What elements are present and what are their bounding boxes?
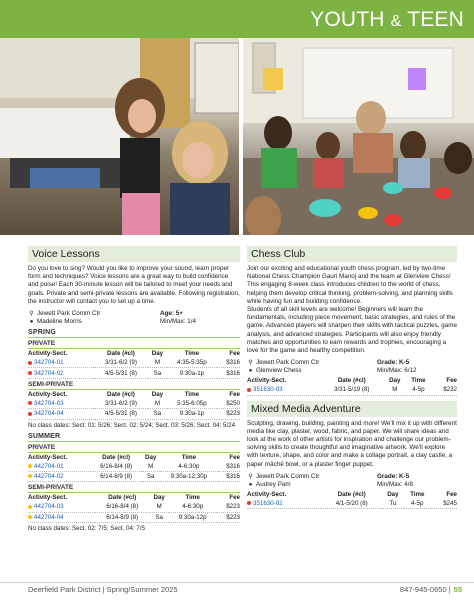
activity-link[interactable]: 442704-02 (34, 473, 64, 481)
date-cell: 6/16-8/4 (8) (106, 503, 139, 511)
date-cell: 3/31-6/2 (9) (104, 399, 137, 407)
day-cell: M (148, 462, 154, 470)
mixed-media-title: Mixed Media Adventure (247, 401, 457, 417)
status-dot-icon (28, 505, 32, 509)
col-date: Date (#cl) (337, 490, 366, 498)
voice-lessons-description: Do you love to sing? Would you like to improve your sound, learn proper form and techniques? Voice lessons are a great way to build confidence and poise! Each 30-minute lesson will be tailored to meet your needs and goals. Private and semi-private lessons are available. Following registration, the instructor will contact you to set up a time. (28, 265, 240, 305)
col-date: Date (#cl) (107, 390, 135, 398)
time-cell: 4-6:30p (178, 462, 200, 470)
activity-link[interactable]: 342704-04 (34, 410, 64, 418)
col-day: Day (387, 490, 399, 498)
col-fee: Fee (446, 490, 457, 498)
mixed-instructor: Audrey Pam (256, 480, 291, 488)
activity-link[interactable]: 342704-01 (34, 359, 64, 367)
person-icon: ● (29, 319, 34, 326)
chess-table (247, 376, 457, 395)
col-fee: Fee (229, 453, 240, 461)
person-icon: ● (248, 481, 253, 488)
fee-cell: $245 (443, 500, 457, 508)
col-fee: Fee (229, 494, 240, 502)
status-dot-icon (28, 401, 32, 405)
title-youth: YOUTH (310, 8, 385, 31)
table-row (28, 368, 240, 378)
col-day: Day (153, 494, 165, 502)
mixed-table (247, 490, 457, 509)
fee-cell: $250 (226, 399, 240, 407)
chess-minmax: Min/Max: 6/12 (377, 367, 417, 375)
date-cell: 6/14-8/9 (8) (106, 513, 139, 521)
col-day: Day (145, 453, 157, 461)
day-cell: M (392, 386, 398, 394)
table-row (28, 462, 240, 472)
activity-link[interactable]: 351630-03 (253, 386, 283, 394)
activity-link[interactable]: 342704-02 (34, 369, 64, 377)
spring-private-table (28, 349, 240, 379)
table-row (28, 358, 240, 368)
col-activity: Activity-Sect. (28, 390, 68, 398)
mixed-info (247, 473, 457, 489)
fee-cell: $316 (226, 462, 240, 470)
col-activity: Activity-Sect. (28, 494, 68, 502)
footer-divider (0, 582, 474, 583)
day-cell: Sa (153, 369, 162, 377)
chess-description-2: Students of all skill levels are welcome! Beginners will learn the fundamentals, including piece movement, basic strategies, and rules of the game. Advanced players will sharpen their skills with tactical puzzles, game analysis, and advanced strategies. Participants will also enjoy friendly matches and opportunities to earn rewards and trophies, encouraging a love for the game and healthy competition. (247, 306, 457, 355)
status-dot-icon (28, 464, 32, 468)
time-cell: 9:30a-12p (178, 513, 207, 521)
summer-private-table (28, 453, 240, 483)
activity-link[interactable]: 442704-04 (34, 513, 64, 521)
day-cell: Tu (389, 500, 397, 508)
status-dot-icon (247, 388, 251, 392)
fee-cell: $316 (226, 359, 240, 367)
status-dot-icon (28, 371, 32, 375)
col-time: Time (184, 390, 200, 398)
summer-label: SUMMER (28, 433, 240, 442)
col-time: Time (184, 350, 200, 358)
fee-cell: $223 (226, 503, 240, 511)
day-cell: M (154, 399, 160, 407)
chess-description: Join our exciting and educational youth chess program, led by two-time National Chess Champion Gauri Manoj and the team at Glenview Chess! This engaging 8-week class introduces children to the world of chess, helping them develop critical thinking, problem-solving, and planning skills while having fun and building confidence. (247, 265, 453, 305)
table-row (28, 471, 240, 481)
mixed-location: Jewett Park Comm Ctr (256, 472, 320, 480)
time-cell: 4-5p (412, 386, 425, 394)
col-day: Day (389, 377, 401, 385)
activity-link[interactable]: 442704-01 (34, 462, 64, 470)
right-column (247, 246, 457, 509)
col-time: Time (410, 490, 425, 498)
voice-minmax: Min/Max: 1/4 (160, 318, 197, 326)
voice-info (28, 310, 240, 326)
col-activity: Activity-Sect. (247, 490, 287, 498)
status-dot-icon (28, 474, 32, 478)
col-activity: Activity-Sect. (28, 453, 68, 461)
time-cell: 4:35-5:35p (177, 359, 207, 367)
status-dot-icon (28, 515, 32, 519)
summer-private-label: PRIVATE (28, 444, 240, 453)
date-cell: 3/31-6/2 (9) (104, 359, 137, 367)
summer-no-class-dates: No class dates: Sect. 02: 7/5; Sect. 04: 7/5 (28, 525, 145, 533)
status-dot-icon (28, 412, 32, 416)
date-cell: 6/14-8/9 (8) (100, 473, 133, 481)
time-cell: 4-6:30p (182, 503, 204, 511)
status-dot-icon (247, 501, 251, 505)
voice-location: Jewett Park Comm Ctr (37, 310, 101, 318)
table-row (28, 409, 240, 419)
col-fee: Fee (229, 350, 240, 358)
col-time: Time (185, 494, 200, 502)
location-pin-icon: ⚲ (248, 360, 253, 367)
chess-info (247, 359, 457, 375)
fee-cell: $316 (226, 369, 240, 377)
chess-location: Jewett Park Comm Ctr (256, 359, 320, 367)
col-time: Time (411, 377, 426, 385)
fee-cell: $232 (443, 386, 457, 394)
location-pin-icon: ⚲ (29, 311, 34, 318)
status-dot-icon (28, 361, 32, 365)
time-cell: 5:35-6:05p (177, 399, 207, 407)
voice-lessons-title: Voice Lessons (28, 246, 240, 262)
fee-cell: $316 (226, 473, 240, 481)
col-activity: Activity-Sect. (28, 350, 68, 358)
date-cell: 6/16-8/4 (8) (100, 462, 133, 470)
spring-no-class-dates: No class dates: Sect. 01: 5/26; Sect. 02: 5/24; Sect. 03: 5/26; Sect. 04: 5/24 (28, 421, 236, 429)
table-row (28, 512, 240, 522)
footer-publication: Deerfield Park District | Spring/Summer 2025 (28, 585, 178, 594)
col-fee: Fee (229, 390, 240, 398)
chess-instructor: Glenview Chess (256, 367, 302, 375)
mixed-media-description: Sculpting, drawing, building, painting and more! We'll mix it up with different media like clay, plaster, wood, fabric, and paper. We will share ideas and look at the work of other artists for inspiration and challenge our problem-solving skills to create thoughtful and imaginative artwork. We'll explore with texture, shape, and color and make a collage portrait, a clay castle, a paper mâché bowl, or a plaster finger puppet. (247, 419, 457, 468)
voice-instructor: Madeline Morris (37, 318, 82, 326)
fee-cell: $223 (226, 513, 240, 521)
voice-age: Age: 5+ (160, 310, 183, 318)
col-date: Date (#cl) (107, 350, 135, 358)
table-row (28, 399, 240, 409)
voice-lessons-section (28, 246, 240, 532)
mixed-minmax: Min/Max: 4/8 (377, 480, 414, 488)
voice-lesson-photo (0, 38, 239, 235)
col-time: Time (181, 453, 197, 461)
title-teen: TEEN (407, 8, 464, 31)
time-cell: 9:30a-1p (179, 369, 205, 377)
day-cell: M (156, 503, 162, 511)
mixed-grade: Grade: K-5 (377, 472, 410, 480)
date-cell: 4/1-5/20 (8) (335, 500, 368, 508)
col-day: Day (151, 390, 164, 398)
location-pin-icon: ⚲ (248, 473, 253, 480)
spring-private-label: PRIVATE (28, 340, 240, 349)
summer-semi-table (28, 493, 240, 523)
col-activity: Activity-Sect. (247, 377, 287, 385)
table-row (28, 502, 240, 512)
activity-link[interactable]: 342704-03 (34, 399, 64, 407)
footer-phone: 847-945-0650 | (399, 585, 451, 594)
section-title (310, 8, 464, 32)
fee-cell: $223 (226, 410, 240, 418)
col-day: Day (151, 350, 164, 358)
col-fee: Fee (446, 377, 457, 385)
activity-link[interactable]: 351630-02 (253, 500, 283, 508)
summer-semi-label: SEMI-PRIVATE (28, 484, 240, 493)
day-cell: Sa (155, 513, 163, 521)
chess-art-photo (243, 38, 474, 235)
time-cell: 9:30a-1p (179, 410, 205, 418)
page-number: 55 (453, 585, 462, 594)
chess-grade: Grade: K-5 (377, 359, 410, 367)
title-amp: & (390, 13, 402, 30)
person-icon: ● (248, 368, 253, 375)
day-cell: Sa (153, 410, 162, 418)
table-row (247, 385, 457, 395)
time-cell: 4-5p (411, 500, 424, 508)
col-date: Date (#cl) (108, 494, 137, 502)
date-cell: 4/5-5/31 (8) (104, 410, 137, 418)
spring-semi-table (28, 390, 240, 420)
time-cell: 9:30a-12:30p (170, 473, 208, 481)
footer-contact (400, 585, 462, 594)
activity-link[interactable]: 442704-03 (34, 503, 64, 511)
date-cell: 3/31-5/19 (8) (334, 386, 370, 394)
spring-label: SPRING (28, 329, 240, 338)
day-cell: Sa (146, 473, 155, 481)
spring-semi-label: SEMI-PRIVATE (28, 381, 240, 390)
col-date: Date (#cl) (102, 453, 131, 461)
table-row (247, 499, 457, 509)
col-date: Date (#cl) (337, 377, 366, 385)
chess-club-title: Chess Club (247, 246, 457, 262)
date-cell: 4/5-5/31 (8) (104, 369, 137, 377)
day-cell: M (154, 359, 160, 367)
